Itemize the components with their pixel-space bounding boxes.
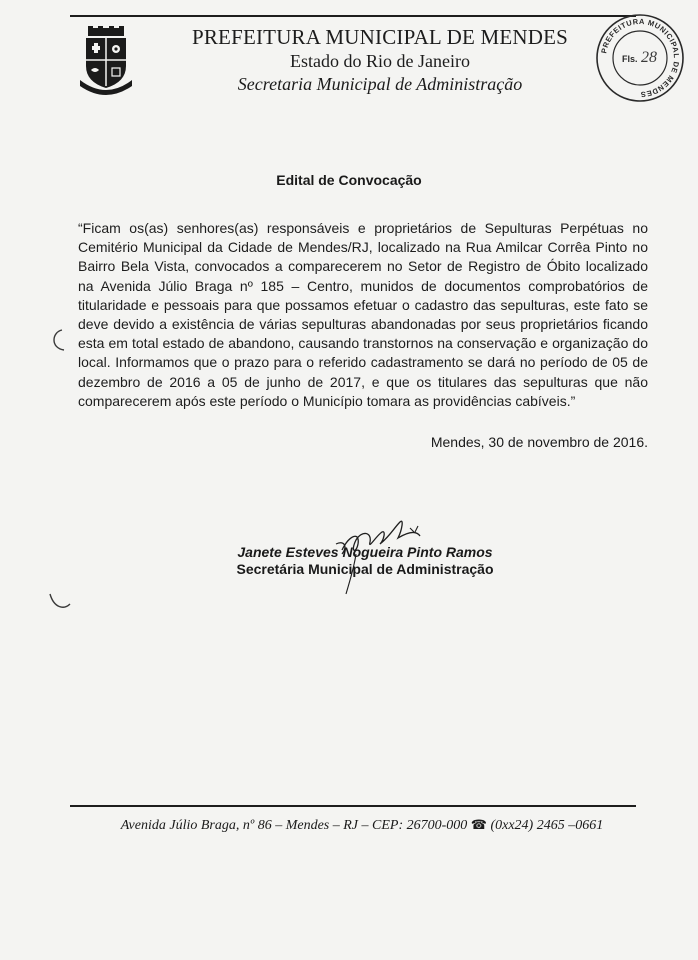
stamp-page-number: 28 bbox=[641, 49, 657, 66]
stamp-fls-label: Fls. bbox=[622, 54, 638, 64]
place-and-date: Mendes, 30 de novembro de 2016. bbox=[430, 434, 648, 450]
footer-rule bbox=[70, 805, 636, 807]
punch-hole-mark bbox=[46, 586, 74, 614]
page-number-stamp bbox=[594, 12, 686, 104]
letterhead bbox=[150, 24, 610, 96]
footer-address: Avenida Júlio Braga, nº 86 – Mendes – RJ – CEP: 26700-000 bbox=[120, 818, 468, 833]
signatory-name: Janete Esteves Nogueira Pinto Ramos bbox=[237, 544, 493, 560]
state-name: Estado do Rio de Janeiro bbox=[290, 51, 470, 71]
coat-of-arms-icon bbox=[78, 26, 134, 98]
footer-contact bbox=[0, 817, 698, 834]
document-body: “Ficam os(as) senhores(as) responsáveis e proprietários de Sepulturas Perpétuas no Cemitério Municipal da Cidade de Mendes/RJ, localizado na Rua Amilcar Corrêa Pinto no Bairro Bela Vista, convocados a comparecerem no Setor de Registro de Óbito localizado na Avenida Júlio Braga nº 185 – Centro, munidos de documentos comprobatórios de titularidade e pessoais para que possamos efetuar o cadastro das sepulturas, este fato se deve devido a existência de várias sepulturas abandonadas por seus proprietários ficando esta em total estado de abandono, causando transtornos na conservação e organização do local. Informamos que o prazo para o referido cadastramento se dará no período de 05 de dezembro de 2016 a 05 de junho de 2017, e que os titulares das sepulturas que não comparecerem após este período o Município tomara as providências cabíveis.” bbox=[78, 220, 648, 409]
telephone-icon: ☎ bbox=[470, 817, 487, 832]
header-top-rule bbox=[70, 15, 636, 17]
document-title: Edital de Convocação bbox=[276, 172, 422, 188]
signatory-role: Secretária Municipal de Administração bbox=[236, 561, 494, 577]
stamp-ring-text: PREFEITURA MUNICIPAL DE MENDES bbox=[599, 16, 682, 100]
footer-phone: (0xx24) 2465 –0661 bbox=[490, 818, 604, 833]
punch-hole-mark bbox=[44, 326, 70, 354]
municipality-title: PREFEITURA MUNICIPAL DE MENDES bbox=[191, 25, 569, 49]
department-name: Secretaria Municipal de Administração bbox=[237, 74, 523, 94]
